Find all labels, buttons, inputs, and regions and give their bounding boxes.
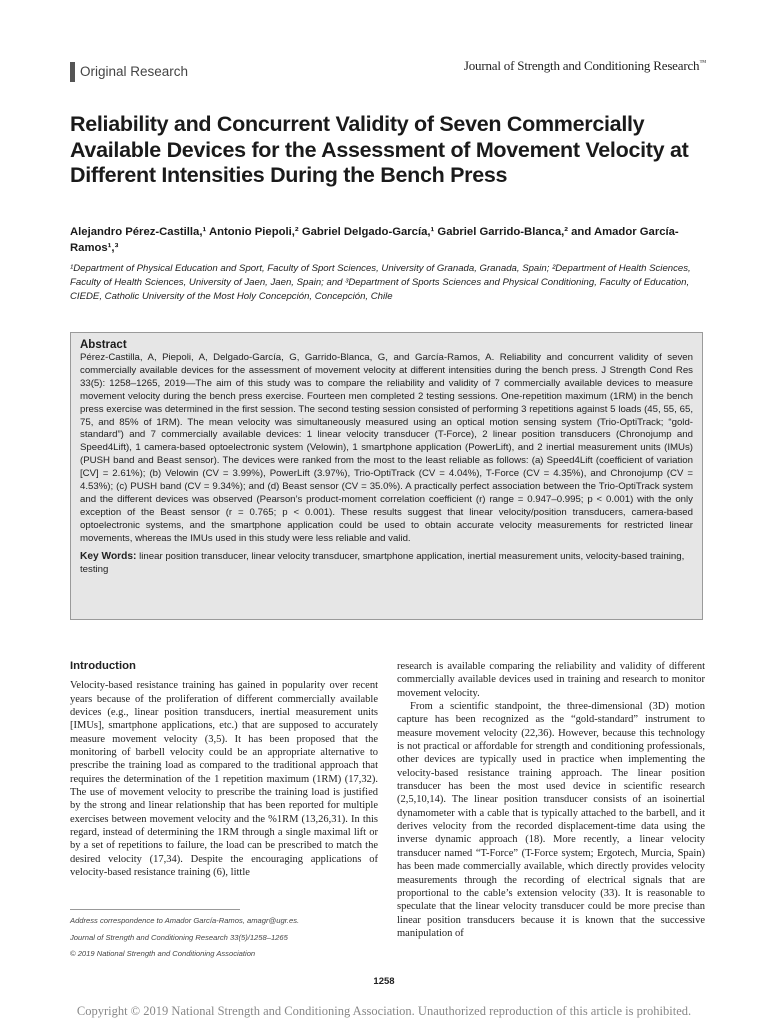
article-title: Reliability and Concurrent Validity of Seven Commercially Available Devices for the Assessment of Movement Velocity at Different Intensities During the Bench Press	[70, 112, 689, 187]
journal-name	[464, 58, 706, 74]
journal-trademark: ™	[699, 58, 706, 67]
abstract-text: Pérez-Castilla, A, Piepoli, A, Delgado-García, G, Garrido-Blanca, G, and García-Ramos, A. Reliability and concurrent validity of seven commercially available devices for the assessment of movement velocity at different intensities during the bench press. J Strength Cond Res 33(5): 1258–1265, 2019—The aim of this study was to compare the reliability and validity of 7 commercially available devices to measure movement velocity during the bench press exercise. Fourteen men completed 2 testing sessions. One-repetition maximum (1RM) in the bench press exercise was determined in the first session. The second testing session consisted of performing 3 repetitions against 5 loads (45, 55, 65, 75, and 85% of 1RM). The mean velocity was simultaneously measured using an optical motion sensing system (Trio-OptiTrack; “gold-standard”) and 7 commercially available devices: 1 linear velocity transducer (T-Force), 2 linear position transducers (Chronojump and Speed4Lift), 1 camera-based optoelectronic system (Velowin), 1 smartphone application (PowerLift), and 2 inertial measurement units (IMUs) (PUSH band and Beast sensor). The devices were ranked from the most to the least reliable as follows: (a) Speed4Lift (coefficient of variation [CV] = 2.61%); (b) Velowin (CV = 3.99%), PowerLift (3.97%), Trio-OptiTrack (CV = 4.04%), T-Force (CV = 4.35%), and Chronojump (CV = 4.53%); (c) PUSH band (CV = 9.34%); and (d) Beast sensor (CV = 35.0%). A practically perfect association between the Trio-OptiTrack system and the different devices was observed (Pearson’s product-moment correlation coefficient (r) range = 0.947–0.995; p < 0.001) with the only exception of the Beast sensor (r = 0.765; p < 0.001). These results suggest that linear velocity/position transducers, camera-based optoelectronic systems, and the smartphone application could be used to obtain accurate velocity measurements for restricted linear movements, whereas the IMUs used in this study were less reliable and valid.	[80, 352, 693, 544]
section-label: Original Research	[70, 62, 188, 82]
footnotes	[70, 913, 390, 963]
introduction-paragraph-1-continued: research is available comparing the reliability and validity of different commercially available devices used in training and research to monitor movement velocity.	[397, 661, 705, 699]
introduction-paragraph-2: From a scientific standpoint, the three-dimensional (3D) motion capture has been recognized as the “gold-standard” instrument to measure movement velocity (22,36). However, because this technology is not practical or affordable for strength and conditioning professionals, other devices are typically used in practice when implementing the velocity-based resistance training approach. The linear position transducer has been the most used device in scientific research (2,5,10,14). The linear position transducer consists of an isoinertial dynamometer with a cable that is typically attached to the barbell, and it derives velocity from the recorded displacement-time data using the inverse dynamic approach (18). More recently, a linear velocity transducer named “T-Force” (T-Force system; Ergotech, Murcia, Spain) has been made commercially available, which directly provides velocity measurements through the recording of electrical signals that are proportional to the cable’s extension velocity (33). It is reasonable to speculate that the linear velocity transducer could be more precise than linear position transducers because it is known that the successive manipulation of	[397, 701, 705, 939]
citation-note: Journal of Strength and Conditioning Research 33(5)/1258–1265	[70, 932, 288, 942]
keywords-list: linear position transducer, linear velocity transducer, smartphone application, inertial measurement units, velocity-based training, testing	[80, 550, 685, 575]
affiliations: ¹Department of Physical Education and Sport, Faculty of Sport Sciences, University of Granada, Granada, Spain; ²Department of Health Sciences, Faculty of Health Sciences, University of Jaen, Jaen, Spain; and ³Department of Sports Sciences and Physical Conditioning, Faculty of Education, CIEDE, Catholic University of the Most Holy Concepción, Concepción, Chile	[70, 263, 691, 302]
correspondence-note: Address correspondence to Amador García-Ramos, amagr@ugr.es.	[70, 916, 300, 925]
author-list: Alejandro Pérez-Castilla,¹ Antonio Piepoli,² Gabriel Delgado-García,¹ Gabriel Garrido-Blanca,² and Amador García-Ramos¹,³	[70, 226, 679, 254]
page-number: 1258	[373, 976, 395, 987]
keywords-label: Key Words:	[80, 550, 137, 562]
journal-title: Journal of Strength and Conditioning Research	[463, 58, 700, 73]
column-left	[70, 660, 378, 880]
footnote-divider	[70, 909, 240, 910]
abstract-box	[70, 332, 703, 620]
keywords	[80, 551, 693, 577]
abstract-heading: Abstract	[80, 339, 127, 351]
copyright-note: © 2019 National Strength and Conditioning Association	[70, 949, 256, 958]
column-right	[397, 660, 705, 940]
introduction-paragraph-1: Velocity-based resistance training has gained in popularity over recent years because of the proliferation of different commercially available devices (e.g., linear position transducers, inertial measurement units [IMUs], smartphone applications, etc.) that are supposed to accurately measure movement velocity (3,5). It has been proposed that the monitoring of barbell velocity could be an appropriate alternative to prescribe the training load as compared to the traditional approach that requires the determination of the 1 repetition maximum (1RM) (17,32). The use of movement velocity to prescribe the training load is justified by the strong and linear relationship that has been reported for multiple exercises between movement velocity and the %1RM (13,26,31). In this regard, instead of determining the 1RM through a single maximal lift or by a set of repetitions to failure, the load can be prescribed to match the desired velocity (17,34). Despite the encouraging applications of velocity-based resistance training (6), little	[70, 680, 378, 879]
introduction-heading: Introduction	[70, 660, 136, 672]
copyright-banner: Copyright © 2019 National Strength and Conditioning Association. Unauthorized reproduction of this article is prohibited.	[76, 1004, 692, 1018]
